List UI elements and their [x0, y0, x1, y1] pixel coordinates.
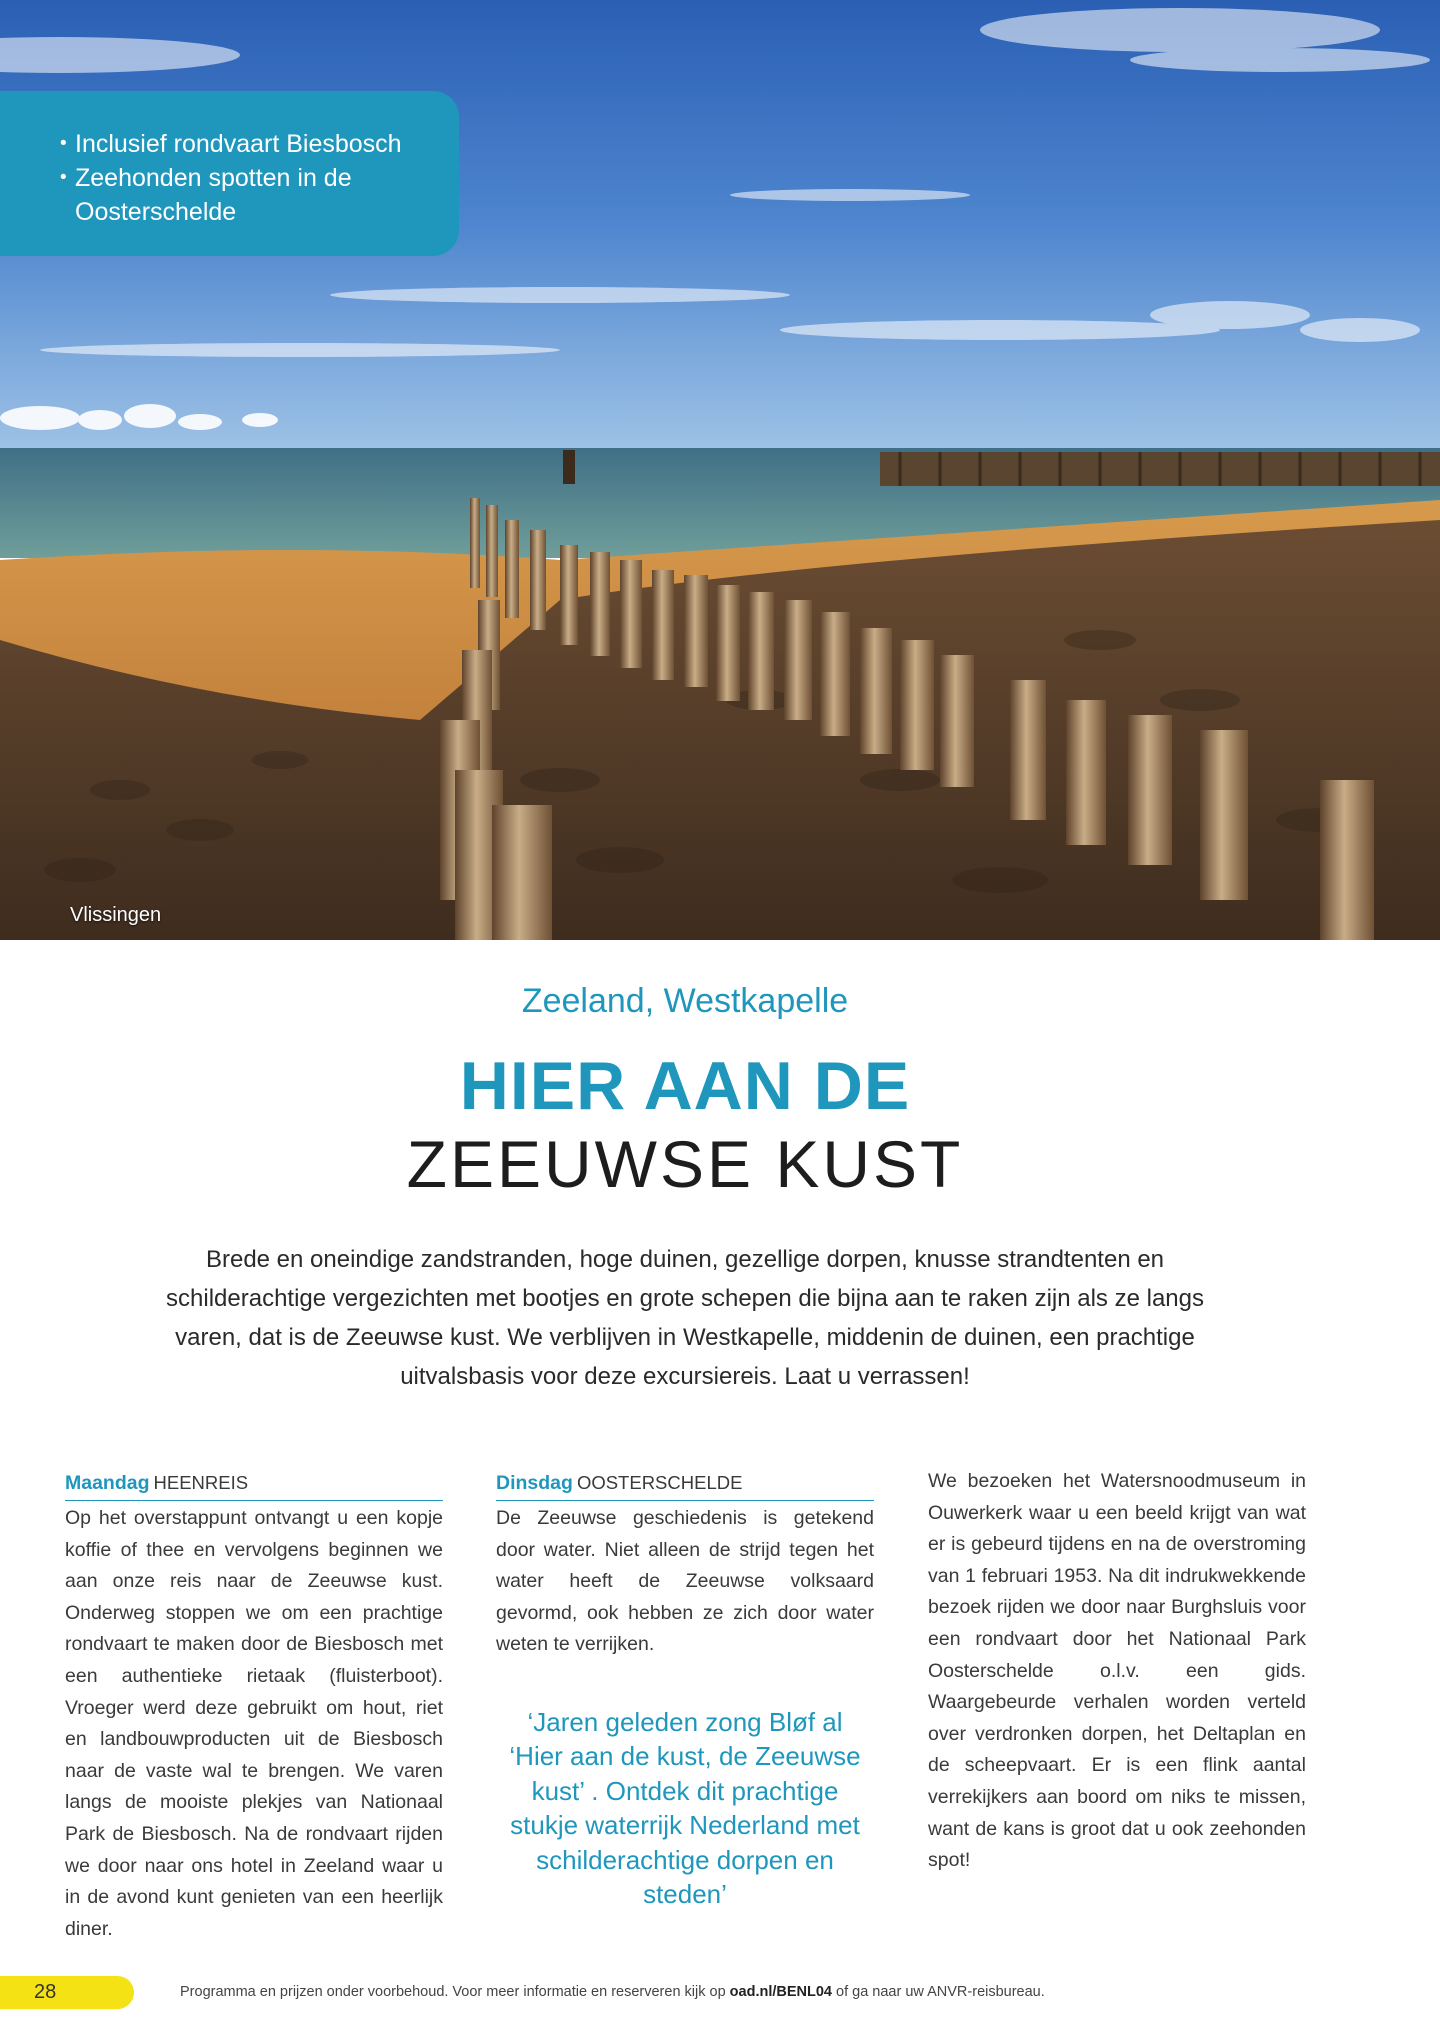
footer-note	[180, 1984, 1045, 2000]
pull-quote: ‘Jaren geleden zong Bløf al ‘Hier aan de kust, de Zeeuwse kust’ . Ontdek dit prachtige stukje waterrijk Nederland met schilderachtige dorpen en steden’	[509, 1706, 861, 1910]
highlight-item: • Zeehonden spotten in de Oosterschelde	[60, 161, 439, 229]
intro-paragraph: Brede en oneindige zandstranden, hoge duinen, gezellige dorpen, knusse strandtenten en schilderachtige vergezichten met bootjes en grote schepen die bijna aan te raken zijn als ze langs varen, dat is de Zeeuwse kust. We verblijven in Westkapelle, middenin de duinen, een prachtige uitvalsbasis voor deze excursiereis. Laat u verrassen!	[166, 1246, 1204, 1390]
location-kicker: Zeeland, Westkapelle	[521, 982, 849, 1020]
footer-text-before: Programma en prijzen onder voorbehoud. Voor meer informatie en reserveren kijk op	[180, 1984, 730, 2000]
page-title: HIER AAN DE	[459, 1048, 911, 1124]
column-monday	[65, 1468, 443, 1945]
page-subtitle: ZEEUWSE KUST	[406, 1127, 964, 1201]
day-topic: HEENREIS	[153, 1472, 249, 1493]
column-tuesday	[496, 1468, 874, 1912]
day-description: De Zeeuwse geschiedenis is getekend door water. Niet alleen de strijd tegen het water heeft de Zeeuwse volksaard gevormd, ook hebben ze zich door water weten te verrijken.	[496, 1507, 874, 1656]
day-description: Op het overstappunt ontvangt u een kopje koffie of thee en vervolgens beginnen we aan onze reis naar de Zeeuwse kust. Onderweg stoppen we om een prachtige rondvaart te maken door de Biesbosch met een authentieke rietaak (fluisterboot). Vroeger werd deze gebruikt om hout, riet en landbouwproducten uit de Biesbosch naar de vaste wal te brengen. We varen langs de mooiste plekjes van Nationaal Park de Biesbosch. Na de rondvaart rijden we door naar ons hotel in Zeeland waar u in de avond kunt genieten van een heerlijk diner.	[65, 1507, 443, 1940]
highlights-list	[60, 127, 439, 229]
page-number: 28	[0, 1976, 134, 2009]
highlight-item: • Inclusief rondvaart Biesbosch	[60, 127, 439, 161]
column-continuation	[928, 1466, 1306, 1877]
hero-photo	[0, 0, 1440, 940]
day-heading	[496, 1468, 874, 1501]
day-name: Dinsdag	[496, 1472, 573, 1494]
footer-text-after: of ga naar uw ANVR-reisbureau.	[832, 1984, 1045, 2000]
footer-link[interactable]: oad.nl/BENL04	[729, 1984, 832, 2000]
photo-caption: Vlissingen	[70, 904, 162, 926]
day-name: Maandag	[65, 1472, 150, 1494]
day-heading	[65, 1468, 443, 1501]
continuation-text: We bezoeken het Watersnoodmuseum in Ouwerkerk waar u een beeld krijgt van wat er is gebeurd tijdens en na de overstroming van 1 februari 1953. Na dit indrukwekkende bezoek rijden we door naar Burghsluis voor een rondvaart door het Nationaal Park Oosterschelde o.l.v. een gids. Waargebeurde verhalen worden verteld over verdronken dorpen, het Deltaplan en de scheepvaart. Er is een flink aantal verrekijkers aan boord om niks te missen, want de kans is groot dat u ook zeehonden spot!	[928, 1470, 1306, 1872]
highlights-box	[0, 91, 459, 256]
day-topic: OOSTERSCHELDE	[576, 1472, 743, 1493]
